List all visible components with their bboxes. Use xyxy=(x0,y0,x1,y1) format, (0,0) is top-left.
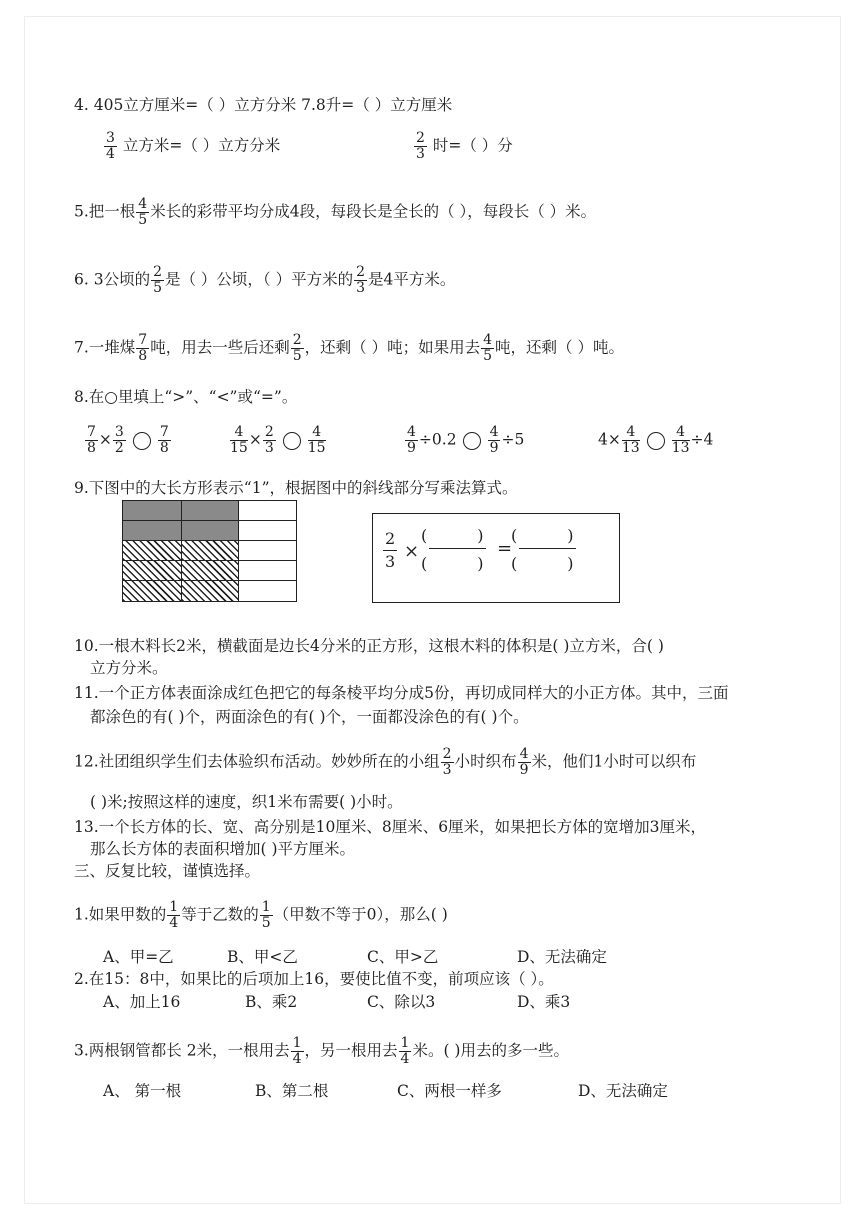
fraction-denominator: 2 xyxy=(114,440,124,456)
fraction-denominator: 5 xyxy=(292,348,302,364)
compare-circle[interactable] xyxy=(463,432,481,450)
fraction-denominator: 3 xyxy=(264,440,274,456)
fraction-numerator: 1 xyxy=(400,1035,410,1051)
equals-sign: = xyxy=(497,538,513,559)
fraction-numerator: 4 xyxy=(489,424,499,440)
question-text: 吨，还剩（ ）吨。 xyxy=(495,338,624,357)
question-text: D、无法确定 xyxy=(578,1082,668,1100)
fraction-denominator: 4 xyxy=(292,1051,302,1067)
c3-question xyxy=(74,1036,569,1067)
fraction-numerator: 3 xyxy=(114,424,124,440)
question-text: A、甲=乙 xyxy=(103,948,174,966)
q10-line1 xyxy=(74,636,664,656)
fraction-denominator: 8 xyxy=(87,440,96,456)
question-text: C、甲>乙 xyxy=(367,948,439,966)
fraction xyxy=(113,425,126,456)
question-text: × xyxy=(248,430,262,449)
q6-line xyxy=(74,265,455,296)
c1-option-d[interactable] xyxy=(517,947,607,967)
question-text: 12.社团组织学生们去体验织布活动。妙妙所在的小组 xyxy=(74,752,440,771)
question-text: 米。( )用去的多一些。 xyxy=(412,1041,569,1060)
fraction-denominator: 5 xyxy=(138,212,148,228)
fraction-denominator: 3 xyxy=(416,146,425,162)
fraction-numerator: 2 xyxy=(442,746,452,762)
q12-line2 xyxy=(90,792,403,812)
question-text: 7.一堆煤 xyxy=(74,338,136,357)
q8-expr3 xyxy=(404,425,524,456)
section-heading xyxy=(74,861,260,881)
question-text: B、甲<乙 xyxy=(227,948,298,966)
hatched-cell xyxy=(122,540,182,561)
q11-line2 xyxy=(90,707,529,727)
q11-line1 xyxy=(74,683,729,703)
fraction-denominator: 13 xyxy=(621,440,640,456)
fraction-numerator: 4 xyxy=(519,746,529,762)
answer-fraction-1[interactable]: ( ) xyxy=(421,526,484,545)
c3-option-b[interactable] xyxy=(255,1081,328,1101)
fraction-numerator: 4 xyxy=(138,196,148,212)
compare-circle[interactable] xyxy=(283,432,301,450)
fraction-numerator: 7 xyxy=(87,424,96,440)
fraction-numerator: 1 xyxy=(169,899,179,915)
fraction-bar xyxy=(429,548,486,549)
fraction xyxy=(354,265,367,296)
question-text: B、乘2 xyxy=(245,993,298,1011)
q4-text2: 立方米=（ ）立方分米 xyxy=(122,136,281,155)
compare-circle[interactable] xyxy=(647,432,665,450)
fraction xyxy=(136,197,149,228)
question-text: 米，他们1小时可以织布 xyxy=(531,752,697,771)
fraction-denominator: 5 xyxy=(483,348,493,364)
fraction-numerator: 4 xyxy=(622,425,640,441)
question-text: ÷0.2 xyxy=(418,430,457,449)
fraction-denominator: 4 xyxy=(400,1051,410,1067)
c3-option-d[interactable] xyxy=(578,1081,668,1101)
fraction-numerator: 2 xyxy=(292,332,302,348)
fraction xyxy=(414,131,427,162)
fraction-denominator: 9 xyxy=(489,440,499,456)
question-text: 9.下图中的大长方形表示“1”，根据图中的斜线部分写乘法算式。 xyxy=(74,479,518,497)
question-text: 5.把一根 xyxy=(74,202,136,221)
q8-expr4 xyxy=(598,425,713,456)
fraction-numerator: 2 xyxy=(383,528,397,551)
fraction xyxy=(158,425,171,456)
q10-line2 xyxy=(90,658,168,678)
question-text: 是4平方米。 xyxy=(368,270,456,289)
question-text: 11.一个正方体表面涂成红色把它的每条棱平均分成5份，再切成同样大的小正方体。其中，三面 xyxy=(74,684,729,702)
c2-option-b[interactable] xyxy=(245,992,297,1012)
q5-line xyxy=(74,197,596,228)
fraction xyxy=(167,900,180,931)
question-text: ，还剩（ ）吨；如果用去 xyxy=(304,338,481,357)
q12-line1 xyxy=(74,747,696,778)
c3-option-a[interactable] xyxy=(103,1081,181,1101)
fraction-denominator: 5 xyxy=(153,280,162,296)
question-text: D、乘3 xyxy=(517,993,571,1011)
gray-cell xyxy=(122,500,182,521)
fraction-denominator: 3 xyxy=(385,552,396,571)
hatched-cell xyxy=(181,560,239,581)
fraction xyxy=(260,900,273,931)
question-text: 4× xyxy=(598,430,621,449)
question-text: ÷5 xyxy=(501,430,525,449)
fraction-numerator: 3 xyxy=(106,130,115,146)
rectangle-diagram xyxy=(122,500,297,602)
fraction xyxy=(672,425,690,456)
fraction-denominator: 5 xyxy=(261,915,271,931)
q4-line2 xyxy=(103,131,280,162)
fraction xyxy=(441,747,454,778)
times-sign: × xyxy=(404,541,420,562)
question-text: C、除以3 xyxy=(367,993,436,1011)
question-text: B、第二根 xyxy=(255,1082,329,1100)
blank-cell xyxy=(238,520,297,541)
c2-option-a[interactable] xyxy=(103,992,180,1012)
fraction-denominator: 4 xyxy=(169,915,179,931)
fraction xyxy=(104,131,117,162)
question-text: A、加上16 xyxy=(103,993,181,1011)
fraction xyxy=(136,333,149,364)
fraction xyxy=(230,425,248,456)
fraction-denominator: 3 xyxy=(356,280,366,296)
c1-option-c[interactable] xyxy=(367,947,438,967)
question-text: 10.一根木料长2米，横截面是边长4分米的正方形，这根木料的体积是( )立方米，合( ) xyxy=(74,637,664,655)
q7-line xyxy=(74,333,624,364)
fraction xyxy=(291,1036,304,1067)
question-text: 3.两根钢管都长 2米，一根用去 xyxy=(74,1041,290,1060)
hatched-cell xyxy=(181,580,239,602)
fraction xyxy=(263,425,276,456)
question-text: 小时织布 xyxy=(454,752,517,771)
c2-question xyxy=(74,969,554,989)
fraction-denominator: 4 xyxy=(106,146,115,162)
question-text: （甲数不等于0），那么( ) xyxy=(273,905,448,924)
fraction xyxy=(383,528,397,573)
fraction xyxy=(308,425,326,456)
gray-cell xyxy=(181,520,239,541)
question-text: 吨，用去一些后还剩 xyxy=(150,338,290,357)
fraction-numerator: 4 xyxy=(483,332,493,348)
c1-option-b[interactable] xyxy=(227,947,298,967)
compare-circle[interactable] xyxy=(133,432,151,450)
fraction-numerator: 2 xyxy=(153,264,162,280)
fraction-numerator: 4 xyxy=(407,424,416,440)
question-text: 等于乙数的 xyxy=(181,905,259,924)
question-text: 立方分米。 xyxy=(90,659,168,677)
c1-question xyxy=(74,900,448,931)
question-text: 三、反复比较，谨慎选择。 xyxy=(74,862,261,880)
fraction-numerator: 4 xyxy=(230,425,248,441)
fraction-numerator: 7 xyxy=(138,332,148,348)
q8-expr1 xyxy=(84,425,172,456)
fraction xyxy=(481,333,494,364)
question-text: 8.在○里填上“>”、“<”或“=”。 xyxy=(74,388,298,406)
c2-option-c[interactable] xyxy=(367,992,435,1012)
fraction-denominator: 9 xyxy=(519,762,529,778)
question-text: 13.一个长方体的长、宽、高分别是10厘米、8厘米、6厘米，如果把长方体的宽增加3厘米， xyxy=(74,818,706,836)
fraction xyxy=(518,747,531,778)
fraction-bar xyxy=(519,548,576,549)
question-text: 都涂色的有( )个，两面涂色的有( )个，一面都没涂色的有( )个。 xyxy=(90,708,529,726)
c3-option-c[interactable] xyxy=(397,1081,502,1101)
gray-cell xyxy=(122,520,182,541)
question-text: ( )米;按照这样的速度，织1米布需要( )小时。 xyxy=(90,793,403,811)
question-text: × xyxy=(98,430,112,449)
gray-cell xyxy=(181,500,239,521)
fraction xyxy=(405,425,418,456)
fraction-numerator: 4 xyxy=(672,425,690,441)
question-text: A、 第一根 xyxy=(103,1082,182,1100)
q4-line2b xyxy=(413,131,513,162)
fraction-denominator: 15 xyxy=(230,440,248,456)
q4-text3: 时=（ ）分 xyxy=(432,136,513,155)
question-text: 2.在15：8中，如果比的后项加上16，要使比值不变，前项应该（ ）。 xyxy=(74,970,554,988)
question-text: 6. 3公顷的 xyxy=(74,270,151,289)
question-text: C、两根一样多 xyxy=(397,1082,502,1100)
fraction-denominator: 8 xyxy=(159,440,169,456)
q13-line2 xyxy=(90,839,355,859)
blank-cell xyxy=(238,540,297,561)
question-text: 1.如果甲数的 xyxy=(74,905,167,924)
fraction-denominator: 13 xyxy=(671,440,690,456)
fraction-denominator: 8 xyxy=(138,348,148,364)
question-text: 米长的彩带平均分成4段，每段长是全长的（ ），每段长（ ）米。 xyxy=(150,202,597,221)
q9-title xyxy=(74,478,518,498)
page-border xyxy=(24,16,841,1204)
fraction xyxy=(151,265,164,296)
q4-text: 4. 405立方厘米=（ ）立方分米 7.8升=（ ）立方厘米 xyxy=(74,96,453,114)
fraction-numerator: 2 xyxy=(416,130,425,146)
answer-fraction-1-den[interactable]: ( ) xyxy=(421,554,484,573)
answer-fraction-2[interactable]: ( ) xyxy=(511,526,574,545)
question-text: 那么长方体的表面积增加( )平方厘米。 xyxy=(90,840,356,858)
blank-cell xyxy=(238,560,297,581)
fraction-denominator: 15 xyxy=(307,440,326,456)
question-text: D、无法确定 xyxy=(517,948,607,966)
fraction-numerator: 2 xyxy=(264,424,274,440)
q8-expr2 xyxy=(229,425,327,456)
equation-box xyxy=(372,513,620,603)
answer-fraction-2-den[interactable]: ( ) xyxy=(511,554,574,573)
q8-title xyxy=(74,387,297,407)
q13-line1 xyxy=(74,817,706,837)
blank-cell xyxy=(238,500,297,521)
fraction xyxy=(622,425,640,456)
fraction-numerator: 4 xyxy=(308,425,326,441)
fraction-numerator: 2 xyxy=(356,264,366,280)
hatched-cell xyxy=(181,540,239,561)
fraction-numerator: 7 xyxy=(159,424,169,440)
c1-option-a[interactable] xyxy=(103,947,174,967)
fraction-numerator: 1 xyxy=(261,899,271,915)
question-text: ，另一根用去 xyxy=(304,1041,398,1060)
fraction xyxy=(399,1036,412,1067)
fraction xyxy=(291,333,304,364)
fraction-denominator: 9 xyxy=(407,440,416,456)
blank-cell xyxy=(238,580,297,602)
question-text: 是（ ）公顷，（ ）平方米的 xyxy=(165,270,354,289)
hatched-cell xyxy=(122,580,182,602)
fraction xyxy=(85,425,98,456)
hatched-cell xyxy=(122,560,182,581)
q4-line1 xyxy=(74,95,452,115)
fraction-denominator: 3 xyxy=(442,762,452,778)
question-text: ÷4 xyxy=(690,430,714,449)
fraction-numerator: 1 xyxy=(292,1035,302,1051)
c2-option-d[interactable] xyxy=(517,992,570,1012)
fraction xyxy=(488,425,501,456)
